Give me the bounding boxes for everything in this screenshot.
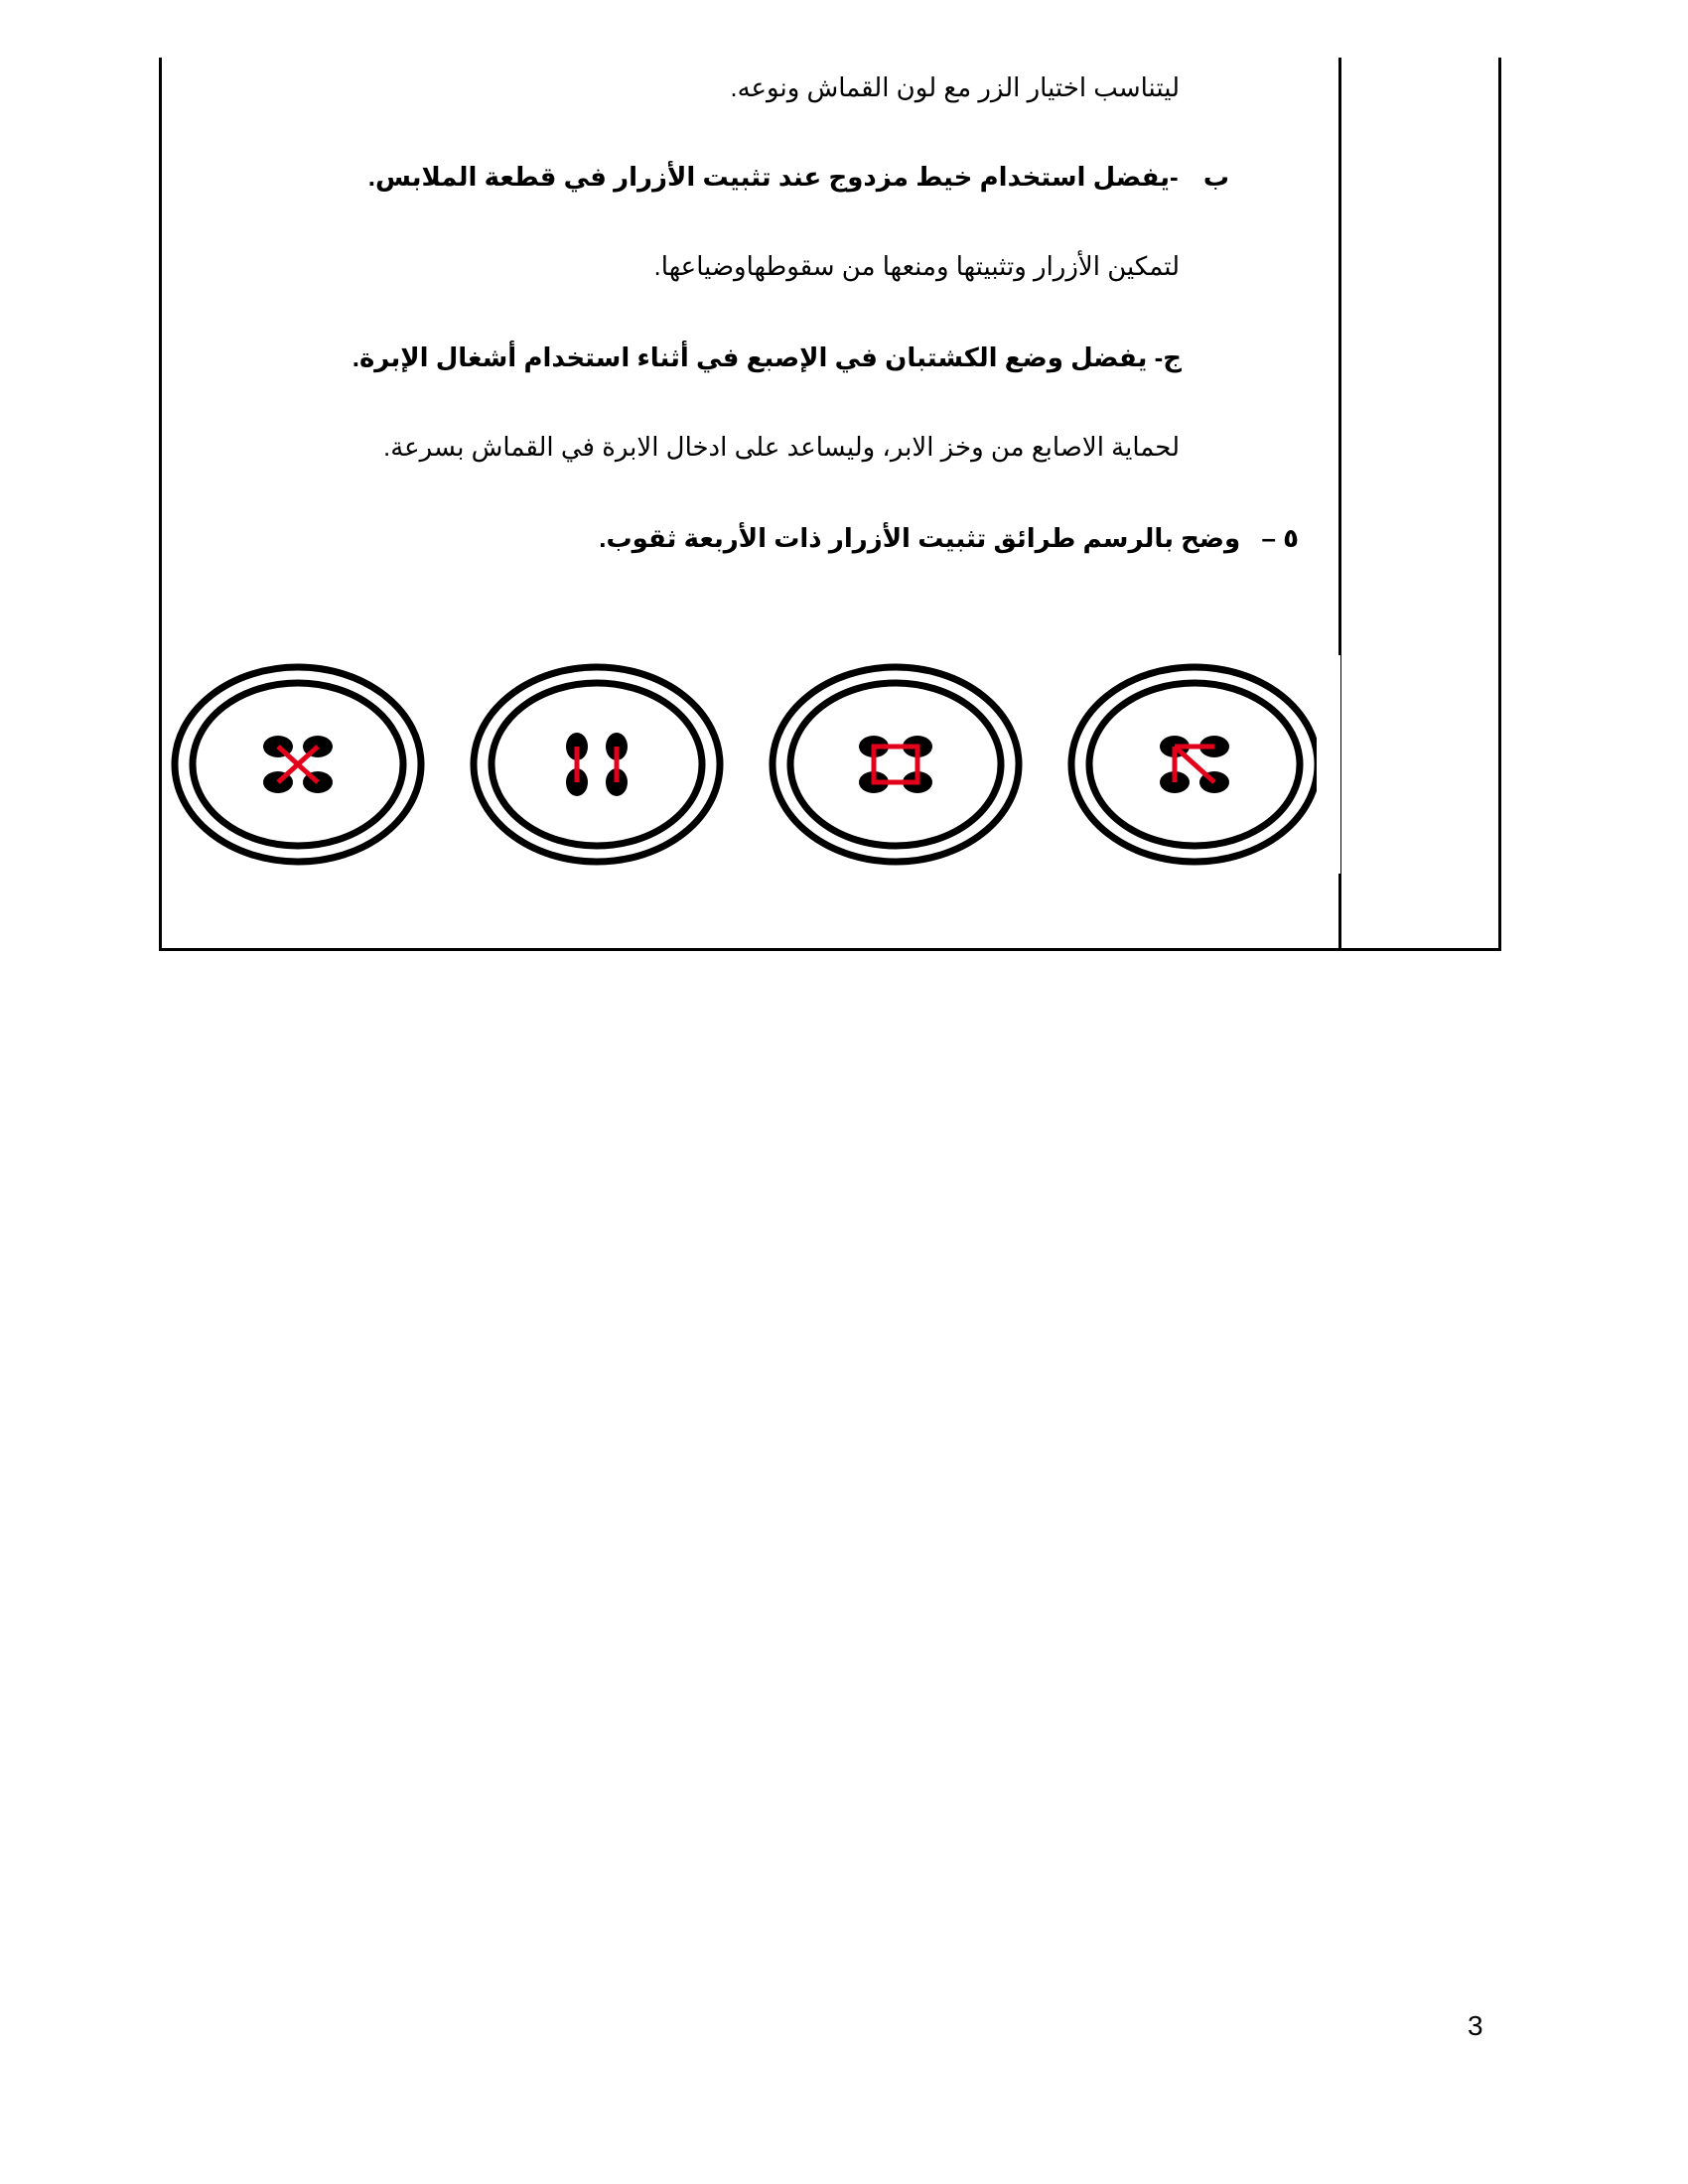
answer-a: ليتناسب اختيار الزر مع لون القماش ونوعه. bbox=[730, 72, 1180, 102]
question-b bbox=[368, 159, 1229, 195]
answer-j: لحماية الاصابع من وخز الابر، وليساعد على ادخال الابرة في القماش بسرعة. bbox=[382, 432, 1180, 462]
square-stitch-button-icon bbox=[773, 667, 1019, 862]
parallel-stitch-button-icon bbox=[474, 667, 720, 862]
question-5-text: وضح بالرسم طرائق تثبيت الأزرار ذات الأربعة ثقوب. bbox=[599, 523, 1241, 553]
question-5 bbox=[599, 520, 1299, 556]
cross-stitch-button-icon bbox=[175, 667, 421, 862]
buttons-figure bbox=[169, 655, 1340, 874]
question-j: ج- يفضل وضع الكشتبان في الإصبع في أثناء استخدام أشغال الإبرة. bbox=[352, 342, 1182, 372]
question-b-text: -يفضل استخدام خيط مزدوج عند تثبيت الأزرار في قطعة الملابس. bbox=[367, 162, 1179, 192]
question-b-marker: ب bbox=[1202, 162, 1229, 192]
question-5-marker: ٥ – bbox=[1261, 523, 1299, 553]
answer-b: لتمكين الأزرار وتثبيتها ومنعها من سقوطهاوضياعها. bbox=[653, 251, 1180, 281]
page-number: 3 bbox=[1468, 2010, 1483, 2041]
arrow-stitch-button-icon bbox=[1071, 667, 1318, 862]
